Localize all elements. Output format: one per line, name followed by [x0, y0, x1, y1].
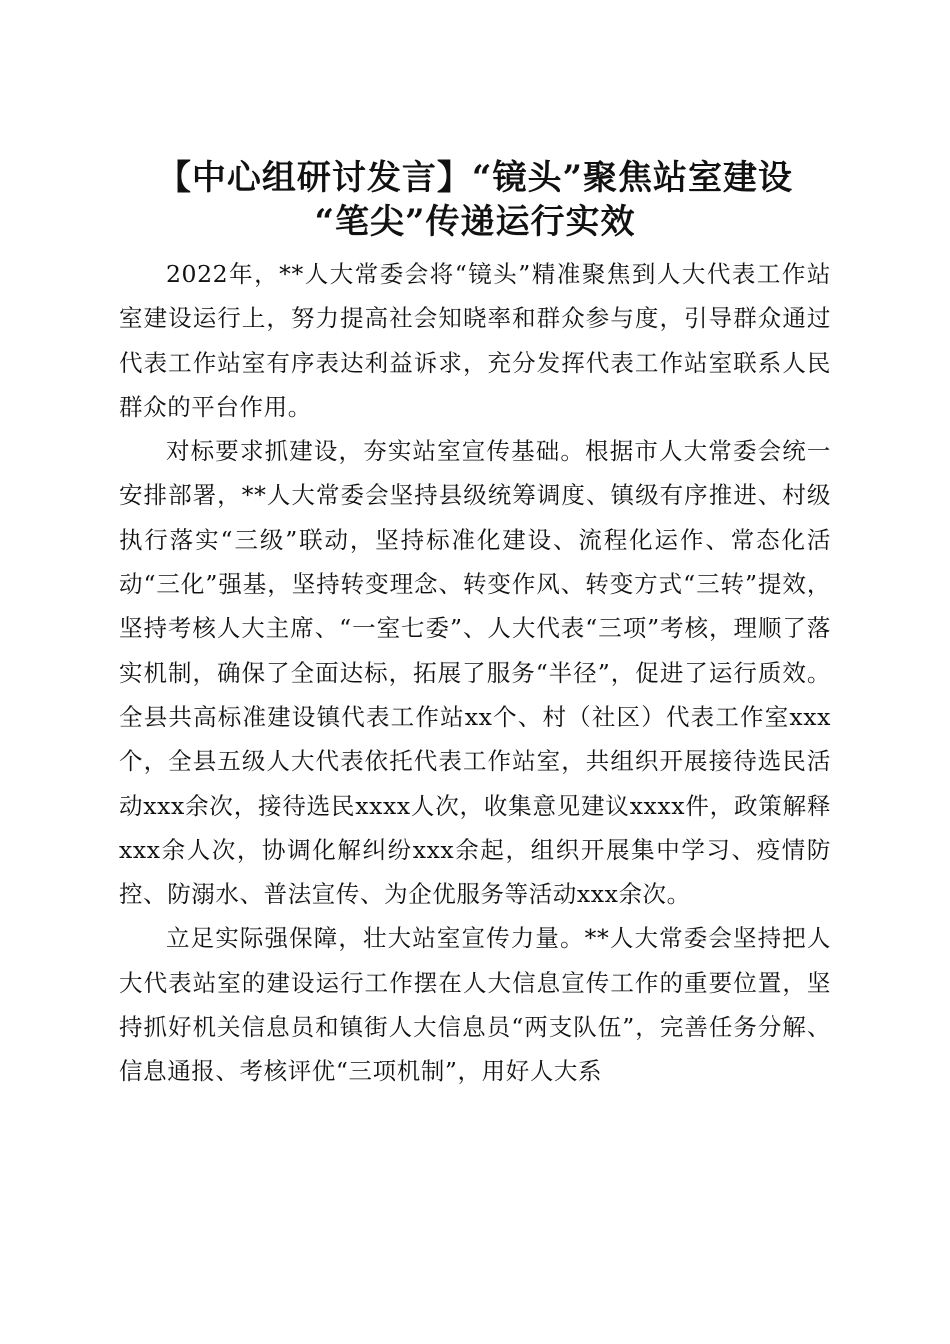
title-line-2: “笔尖”传递运行实效 — [314, 201, 636, 242]
document-body — [119, 252, 831, 1094]
paragraph-construction: 对标要求抓建设，夯实站室宣传基础。根据市人大常委会统一安排部署，**人大常委会坚持县级统筹调度、镇级有序推进、村级执行落实“三级”联动，坚持标准化建设、流程化运作、常态化活动“三化”强基，坚持转变理念、转变作风、转变方式“三转”提效，坚持考核人大主席、“一室七委”、人大代表“三项”考核，理顺了落实机制，确保了全面达标，拓展了服务“半径”，促进了运行质效。全县共高标准建设镇代表工作站xx个、村（社区）代表工作室xxx个，全县五级人大代表依托代表工作站室，共组织开展接待选民活动xxx余次，接待选民xxxx人次，收集意见建议xxxx件，政策解释xxx余人次，协调化解纠纷xxx余起，组织开展集中学习、疫情防控、防溺水、普法宣传、为企优服务等活动xxx余次。 — [119, 437, 831, 909]
paragraph-support: 立足实际强保障，壮大站室宣传力量。**人大常委会坚持把人大代表站室的建设运行工作摆在人大信息宣传工作的重要位置，坚持抓好机关信息员和镇街人大信息员“两支队伍”，完善任务分解、信息通报、考核评优“三项机制”，用好人大系 — [119, 924, 831, 1086]
document-title — [60, 156, 890, 244]
paragraph-intro: 2022年，**人大常委会将“镜头”精准聚焦到人大代表工作站室建设运行上，努力提高社会知晓率和群众参与度，引导群众通过代表工作站室有序表达利益诉求，充分发挥代表工作站室联系人民群众的平台作用。 — [119, 260, 831, 421]
title-line-1: 【中心组研讨发言】“镜头”聚焦站室建设 — [156, 157, 794, 198]
